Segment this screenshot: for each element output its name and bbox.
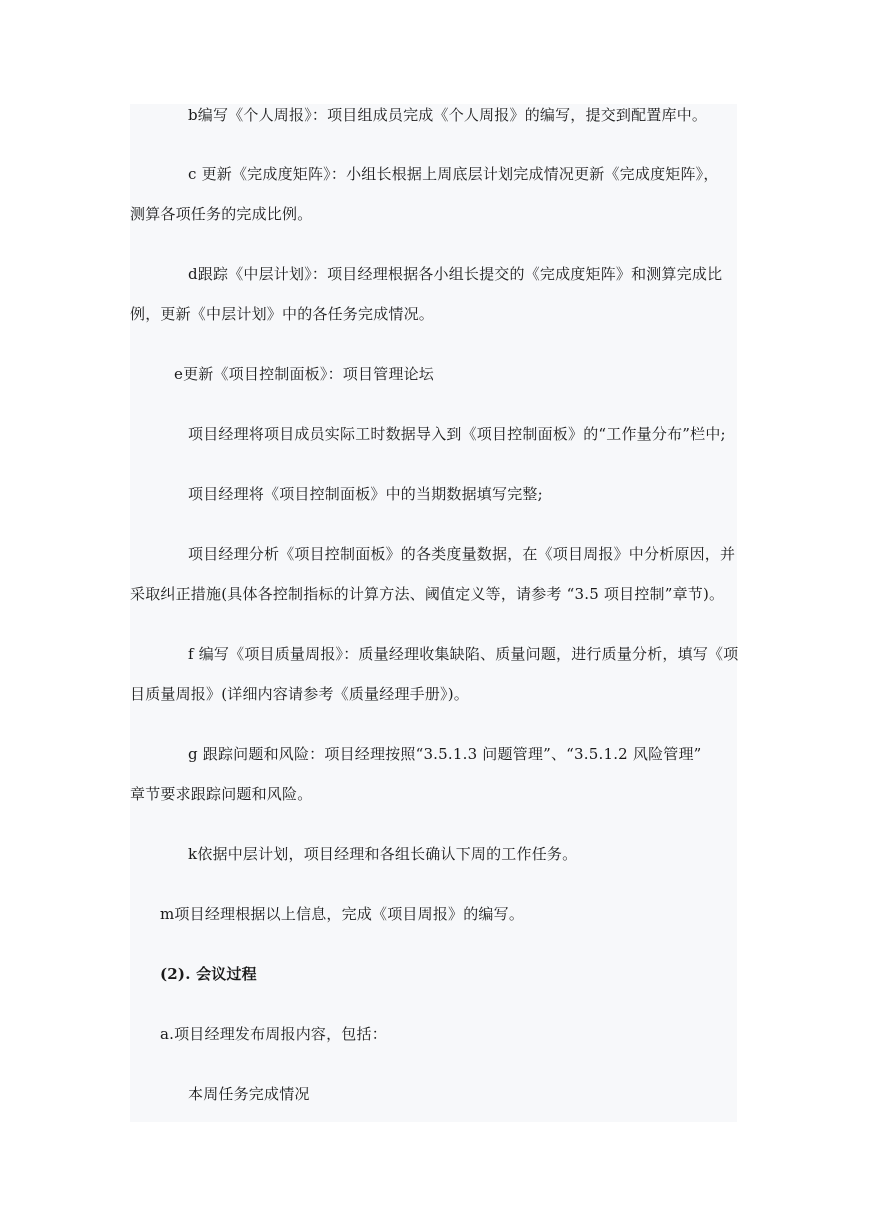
sub-item-import-hours: 项目经理将项目成员实际工时数据导入到《项目控制面板》的“工作量分布”栏中; — [188, 425, 726, 443]
item-c-continuation: 测算各项任务的完成比例。 — [130, 205, 313, 223]
item-b-personal-weekly-report: b编写《个人周报》：项目组成员完成《个人周报》的编写，提交到配置库中。 — [188, 106, 708, 124]
item-f-quality-weekly-report: f 编写《项目质量周报》：质量经理收集缺陷、质量问题，进行质量分析，填写《项 — [188, 645, 739, 663]
item-f-continuation: 目质量周报》(详细内容请参考《质量经理手册》)。 — [130, 685, 470, 703]
item-d-continuation: 例，更新《中层计划》中的各任务完成情况。 — [130, 305, 435, 323]
item-a-publish-weekly-report: a.项目经理发布周报内容，包括： — [160, 1025, 387, 1043]
sub-item-analyze-metrics: 项目经理分析《项目控制面板》的各类度量数据，在《项目周报》中分析原因，并 — [188, 545, 736, 563]
item-g-continuation: 章节要求跟踪问题和风险。 — [130, 785, 313, 803]
sub-item-analyze-continuation: 采取纠正措施(具体各控制指标的计算方法、阈值定义等，请参考 “3.5 项目控制”章节)。 — [130, 585, 725, 603]
item-d-track-mid-plan: d跟踪《中层计划》：项目经理根据各小组长提交的《完成度矩阵》和测算完成比 — [188, 265, 723, 283]
sub-item-task-completion: 本周任务完成情况 — [188, 1085, 310, 1103]
item-e-control-panel: e更新《项目控制面板》：项目管理论坛 — [174, 365, 434, 383]
sub-item-fill-current-data: 项目经理将《项目控制面板》中的当期数据填写完整; — [188, 485, 543, 503]
item-c-completion-matrix: c 更新《完成度矩阵》：小组长根据上周底层计划完成情况更新《完成度矩阵》， — [188, 165, 719, 183]
item-m-project-weekly-report: m项目经理根据以上信息，完成《项目周报》的编写。 — [160, 905, 525, 923]
item-g-track-issues-risks: g 跟踪问题和风险：项目经理按照“3.5.1.3 问题管理”、“3.5.1.2 风险管理” — [188, 745, 702, 763]
section-heading-meeting-process: (2). 会议过程 — [160, 965, 257, 983]
item-k-confirm-next-week: k依据中层计划，项目经理和各组长确认下周的工作任务。 — [188, 845, 578, 863]
